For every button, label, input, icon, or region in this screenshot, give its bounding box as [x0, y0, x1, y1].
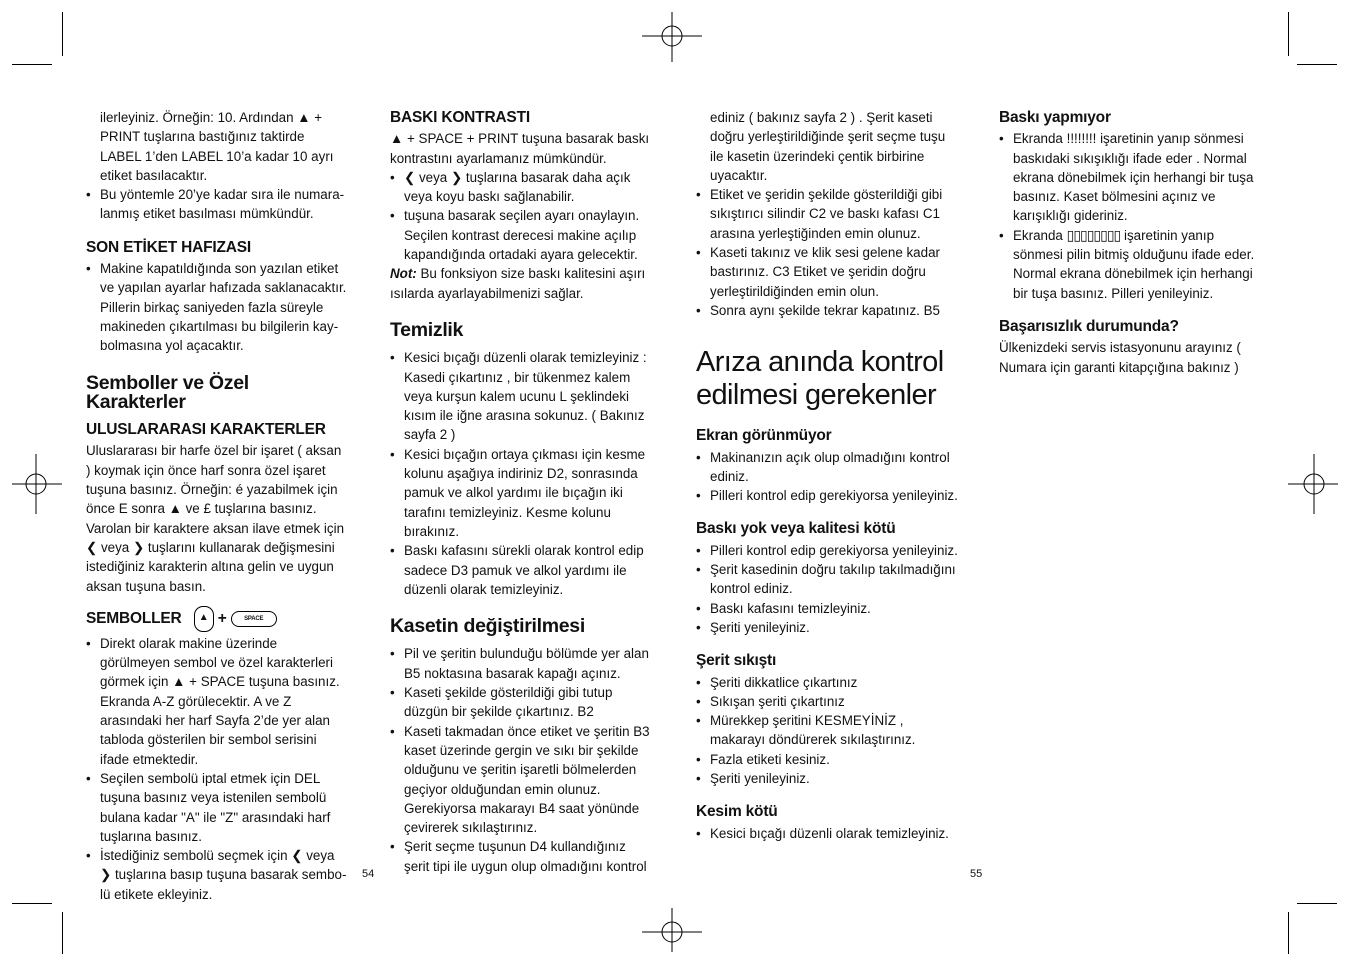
crop-mark-bottom-right-h	[1297, 903, 1337, 904]
semboller-sub-heading	[86, 606, 348, 632]
list-item: • Bu yöntemle 20’ye kadar sıra ile numara- lanmış etiket basılması mümkündür.	[86, 185, 348, 224]
intro-list	[86, 185, 348, 224]
plus-sign: +	[217, 609, 227, 627]
list-item: • Şeriti yenileyiniz.	[696, 618, 958, 637]
temizlik-heading: Temizlik	[390, 318, 464, 341]
baski-kontrasti-heading: BASKI KONTRASTI	[390, 109, 530, 126]
registration-mark-bottom	[640, 906, 704, 954]
crop-mark-top-right-h	[1297, 64, 1337, 65]
uluslararasi-heading: ULUSLARARASI KARAKTERLER	[86, 421, 326, 439]
son-etiket-heading: SON ETİKET HAFIZASI	[86, 238, 251, 256]
column-3	[696, 108, 958, 843]
continued-text: ediniz ( bakınız sayfa 2 ) . Şerit kaseti doğru yerleştirildiğinde şerit seçme tuşu ile kasetin üzerindeki çentik birbirine uyacaktır.	[710, 110, 946, 183]
ekran-list	[696, 448, 958, 506]
registration-mark-top	[640, 10, 704, 64]
baski-yok-heading: Baskı yok veya kalitesi kötü	[696, 520, 896, 538]
page-number-left: 54	[362, 868, 375, 880]
list-item: • Seçilen sembolü iptal etmek için DEL tuşuna basınız veya istenilen sembolü bulana kadar "A" ile "Z" arasındaki harf tuşlarına basınız.	[86, 769, 348, 846]
crop-mark-top-left-v	[62, 12, 63, 56]
space-key-icon: SPACE	[231, 611, 277, 627]
list-item: • Pilleri kontrol edip gerekiyorsa yenileyiniz.	[696, 486, 958, 505]
temizlik-list	[390, 348, 652, 599]
bullet-text: işaretinin yanıp sönmesi pilin bitmiş olduğunu ifade eder. Normal ekrana dönebilmek için herhangi bir tuşa basınız. Pilleri yenileyiniz.	[1013, 227, 1255, 301]
column-2	[390, 108, 652, 876]
list-item: • Kesici bıçağı düzenli olarak temizleyiniz : Kasedi çıkartınız , bir tükenmez kalem veya kurşun kalem ucunu L şeklindeki kısım ile iğne arasına sokunuz. ( Bakınız sayfa 2 )	[390, 348, 652, 444]
list-item: • Makine kapatıldığında son yazılan etiket ve yapılan ayarlar hafızada saklanacaktır. Pillerin birkaç saniyeden fazla süreyle makineden çıkartılması bu bilgilerin kay- bolmasına yol açacaktır.	[86, 259, 348, 355]
kesim-heading: Kesim kötü	[696, 803, 778, 821]
list-item: • Ekranda !!!!!!!! işaretinin yanıp sönmesi baskıdaki sıkışıklığı ifade eder . Normal ekrana dönebilmek için herhangi bir tuşa basınız. Kaset bölmesini açınız ve karışıklığı gideriniz.	[999, 129, 1261, 225]
page-number-right: 55	[970, 868, 983, 880]
not-label: Not:	[390, 266, 417, 282]
list-item: • Makinanızın açık olup olmadığını kontrol ediniz.	[696, 448, 958, 487]
serit-list	[696, 673, 958, 789]
ekran-heading: Ekran görünmüyor	[696, 427, 832, 445]
list-item: • Baskı kafasını temizleyiniz.	[696, 599, 958, 618]
list-item: • tuşuna basarak seçilen ayarı onaylayın. Seçilen kontrast derecesi makine açılıp kapandığında ortadaki ayara gelecektir.	[390, 206, 652, 264]
semboller-label: SEMBOLLER	[86, 609, 182, 627]
son-etiket-list	[86, 259, 348, 355]
list-item: • Kaseti şekilde gösterildiği gibi tutup düzgün bir şekilde çıkartınız. B2	[390, 683, 652, 722]
not-paragraph	[390, 264, 652, 303]
list-item: • Kaseti takmadan önce etiket ve şeritin B3 kaset üzerinde gergin ve sıkı bir şekilde olduğunu ve şeritin işaretli bölmelerden geçiyor olduğundan emin olunuz. Gerekiyorsa makarayı B4 saat yönünde çevirerek sıkılaştırınız.	[390, 722, 652, 838]
list-item: • Şerit kasedinin doğru takılıp takılmadığını kontrol ediniz.	[696, 560, 958, 599]
bullet-text: Ekranda	[1013, 227, 1067, 243]
serit-heading: Şerit sıkıştı	[696, 652, 777, 670]
list-item: • Pilleri kontrol edip gerekiyorsa yenileyiniz.	[696, 541, 958, 560]
column-4	[999, 108, 1261, 377]
list-item: • ❮ veya ❯ tuşlarına basarak daha açık veya koyu baskı sağlanabilir.	[390, 168, 652, 207]
kasetin-list	[390, 644, 652, 876]
baski-yok-list	[696, 541, 958, 637]
registration-mark-left	[10, 452, 64, 516]
kaset-list	[696, 185, 958, 320]
crop-mark-top-left-h	[12, 64, 52, 65]
crop-mark-bottom-left-h	[12, 903, 52, 904]
list-item: • Pil ve şeritin bulunduğu bölümde yer alan B5 noktasına basarak kapağı açınız.	[390, 644, 652, 683]
battery-segments-icon: ▯▯▯▯▯▯▯▯	[1066, 226, 1121, 243]
arrow-up-key-icon: ▲	[194, 606, 214, 632]
intro-text: ilerleyiniz. Örneğin: 10. Ardından ▲ + PRINT tuşlarına bastığınız taktirde LABEL 1’den LABEL 10’a kadar 10 ayrı etiket basılacaktır.	[100, 110, 334, 183]
list-item: • Şerit seçme tuşunun D4 kullandığınız şerit tipi ile uygun olup olmadığını kontrol	[390, 837, 652, 876]
list-item: • Fazla etiketi kesiniz.	[696, 750, 958, 769]
baski-kontrasti-text: ▲ + SPACE + PRINT tuşuna basarak baskı kontrastını ayarlamanız mümkündür.	[390, 131, 650, 166]
list-item: • Mürekkep şeritini KESMEYİNİZ , makarayı döndürerek sıkılaştırınız.	[696, 711, 958, 750]
uluslararasi-text: Uluslararası bir harfe özel bir işaret ( aksan ) koymak için önce harf sonra özel işaret tuşuna basınız. Örneğin: é yazabilmek için önce E sonra ▲ ve £ tuşlarına basınız. Varolan bir karaktere aksan ilave etmek için ❮ veya ❯ tuşlarını kullanarak değişmesini istediğiniz karakterin altına gelin ve uygun aksan tuşuna basın.	[86, 443, 345, 594]
list-item: • Şeriti yenileyiniz.	[696, 769, 958, 788]
list-item: • Kaseti takınız ve klik sesi gelene kadar bastırınız. C3 Etiket ve şeridin doğru yerleştirildiğinden emin olun.	[696, 243, 958, 301]
list-item: • Kesici bıçağı düzenli olarak temizleyiniz.	[696, 824, 958, 843]
crop-mark-bottom-right-v	[1288, 912, 1289, 954]
ariza-heading	[696, 346, 958, 412]
list-item	[999, 226, 1261, 303]
list-item: • Baskı kafasını sürekli olarak kontrol edip sadece D3 pamuk ve alkol yardımı ile düzenli olarak temizleyiniz.	[390, 541, 652, 599]
list-item: • Sonra aynı şekilde tekrar kapatınız. B5	[696, 301, 958, 320]
kesim-list	[696, 824, 958, 843]
baski-yapmiyor-list	[999, 129, 1261, 303]
basarisizlik-text: Ülkenizdeki servis istasyonunu arayınız ( Numara için garanti kitapçığına bakınız )	[999, 340, 1241, 375]
registration-mark-right	[1286, 452, 1340, 516]
semboller-list	[86, 634, 348, 904]
list-item: • Sıkışan şeriti çıkartınız	[696, 692, 958, 711]
crop-mark-bottom-left-v	[62, 912, 63, 954]
not-text: Bu fonksiyon size baskı kalitesini aşırı ısılarda ayarlayabilmenizi sağlar.	[390, 266, 646, 301]
ariza-heading-line-1: Arıza anında kontrol	[696, 346, 944, 379]
list-item: • Kesici bıçağın ortaya çıkması için kesme kolunu aşağıya indiriniz D2, sonrasında pamuk ve alkol yardımı ile bıçağın iki tarafını temizleyiniz. Kesme kolunu bırakınız.	[390, 445, 652, 541]
basarisizlik-heading: Başarısızlık durumunda?	[999, 317, 1179, 335]
ariza-heading-line-2: edilmesi gerekenler	[696, 379, 937, 412]
list-item: • İstediğiniz sembolü seçmek için ❮ veya ❯ tuşlarına basıp tuşuna basarak sembo- lü etikete ekleyiniz.	[86, 846, 348, 904]
baski-yapmiyor-heading: Baskı yapmıyor	[999, 109, 1111, 126]
semboller-heading: Semboller ve Özel Karakterler	[86, 371, 249, 413]
column-1	[86, 108, 348, 904]
crop-mark-top-right-v	[1288, 12, 1289, 56]
list-item: • Etiket ve şeridin şekilde gösterildiği gibi sıkıştırıcı silindir C2 ve baskı kafası C1 arasına yerleştiğinden emin olunuz.	[696, 185, 958, 243]
baski-kontrasti-list	[390, 168, 652, 264]
kasetin-heading: Kasetin değiştirilmesi	[390, 615, 585, 638]
list-item: • Direkt olarak makine üzerinde görülmeyen sembol ve özel karakterleri görmek için ▲ + SPACE tuşuna basınız. Ekranda A-Z görülecektir. A ve Z arasındaki her harf Sayfa 2’de yer alan tabloda gösterilen bir sembol serisini ifade etmektedir.	[86, 634, 348, 769]
list-item: • Şeriti dikkatlice çıkartınız	[696, 673, 958, 692]
